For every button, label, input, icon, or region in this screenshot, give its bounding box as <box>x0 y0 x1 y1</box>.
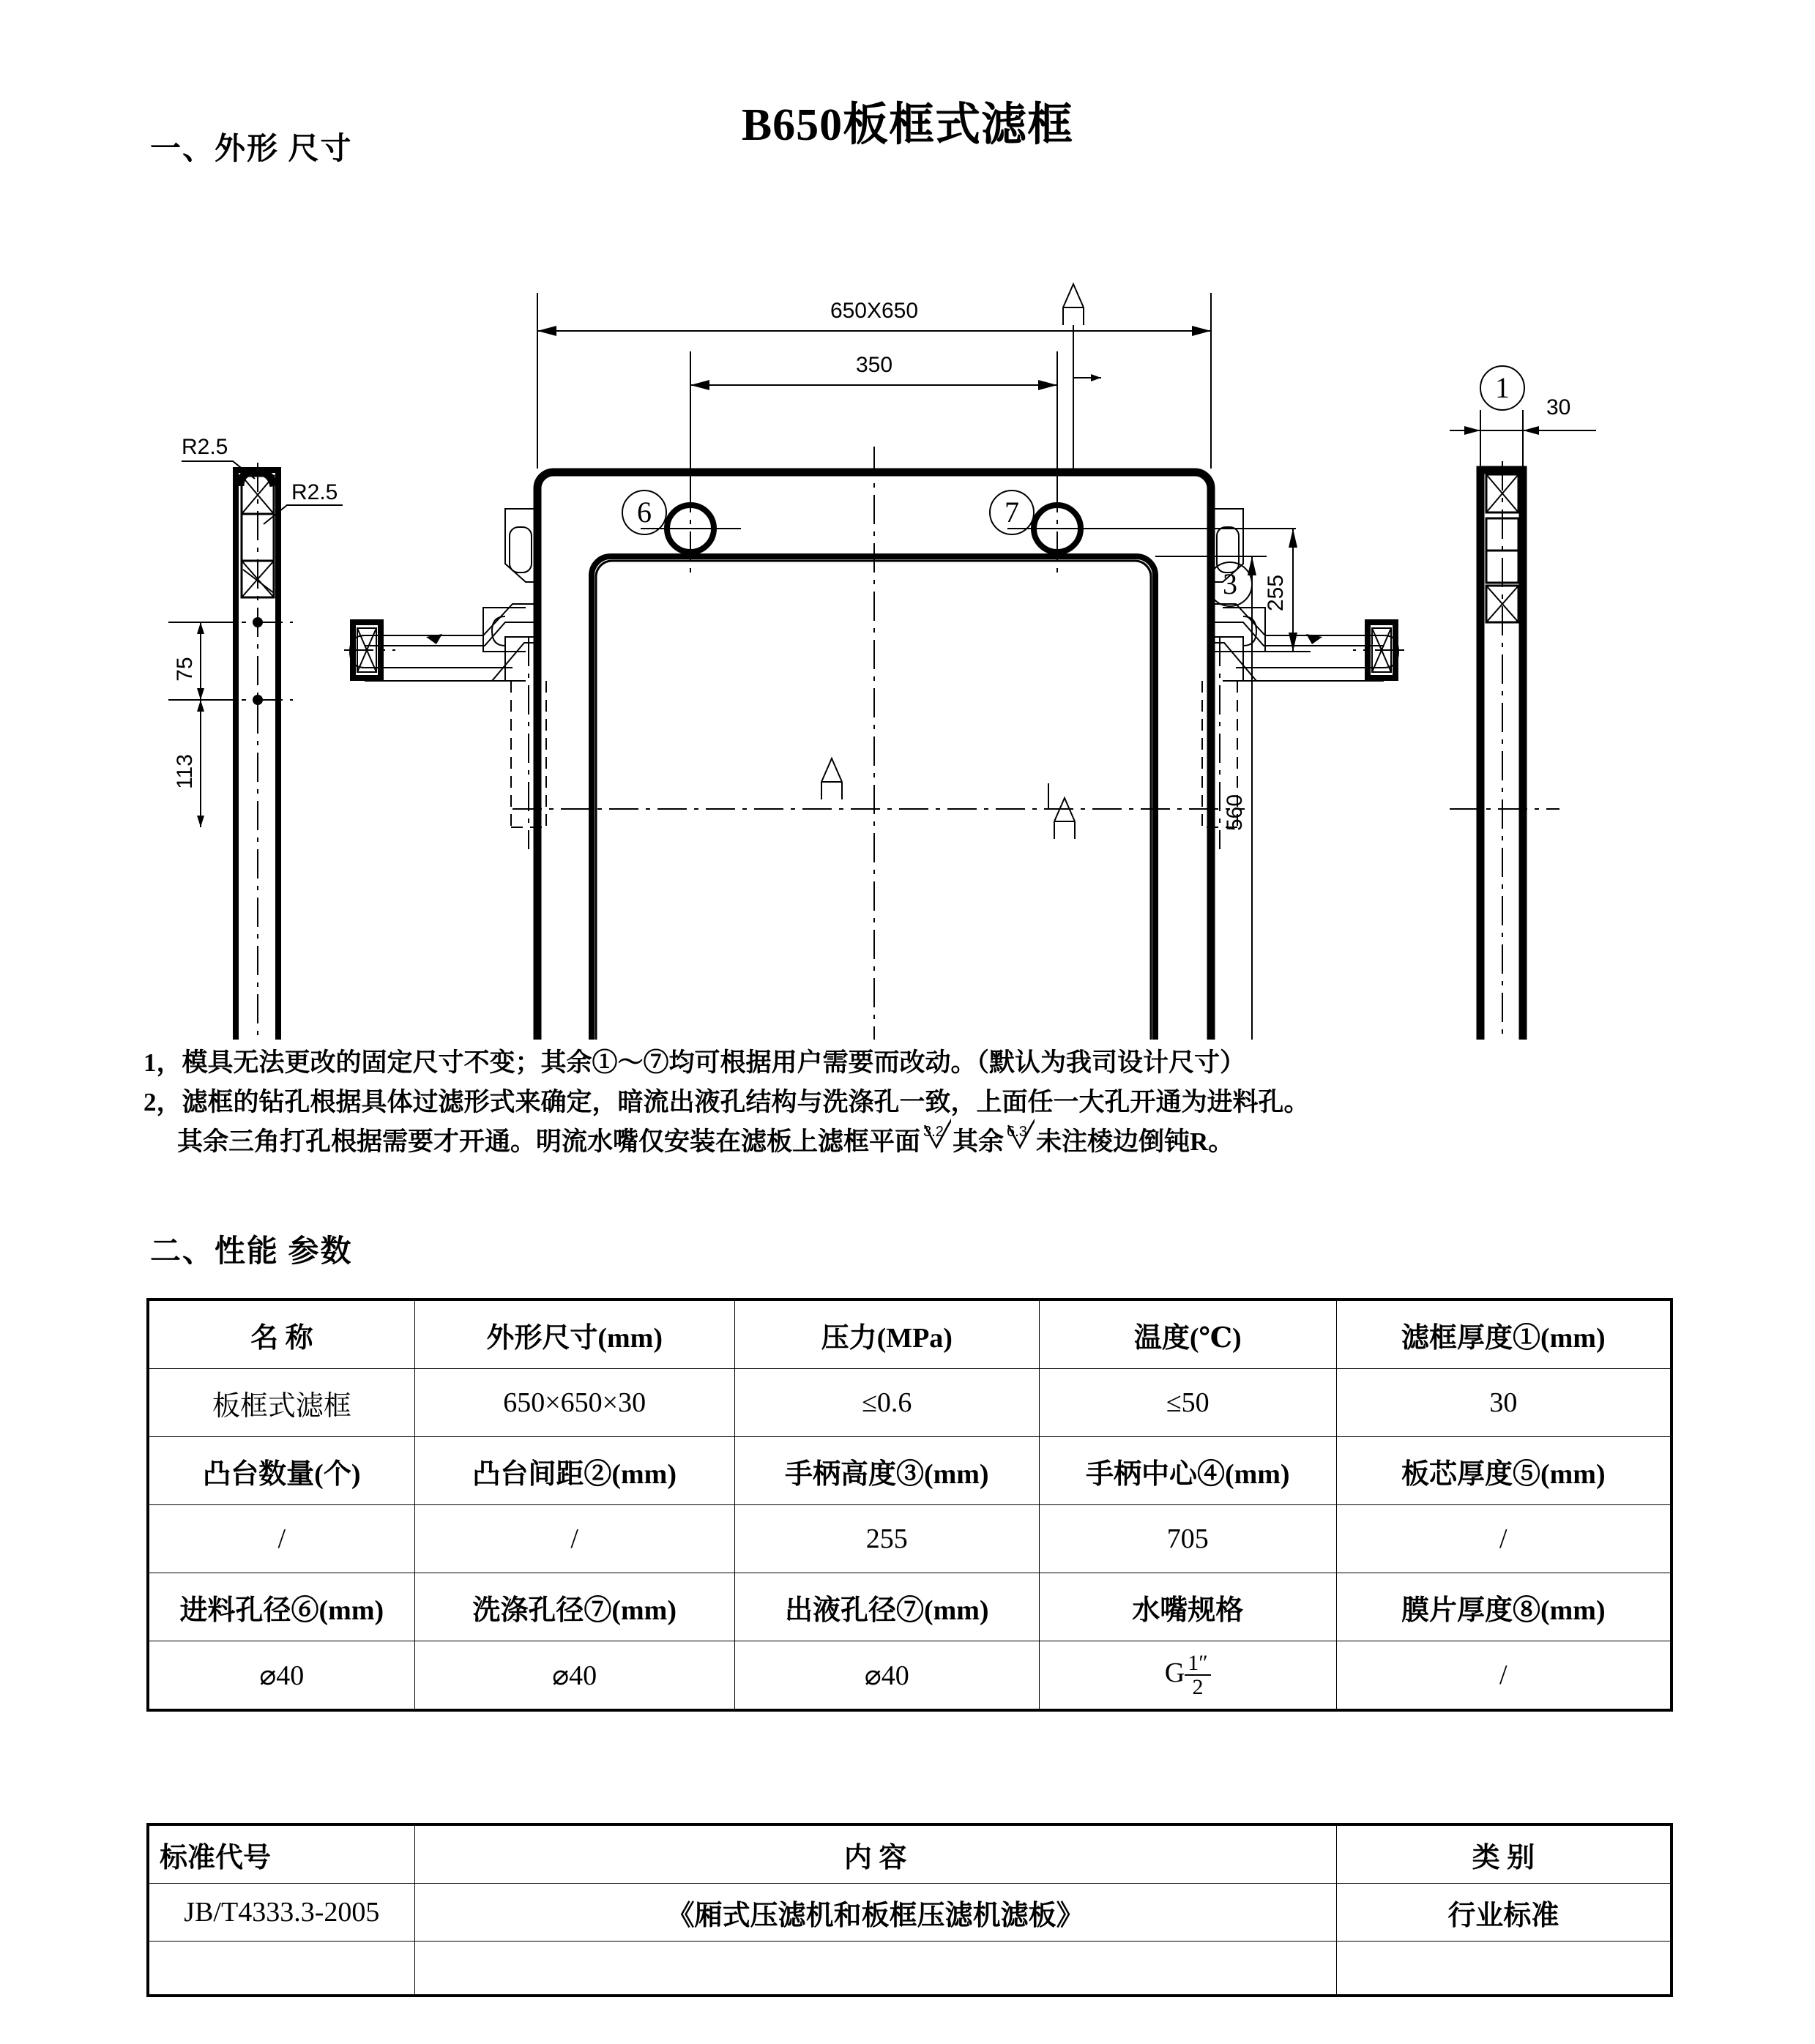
table-cell: 板框式滤框 <box>148 1369 414 1437</box>
note-2-text-c: 未注棱边倒钝R。 <box>1036 1127 1234 1156</box>
dim-handle-height-text: 255 <box>1264 574 1288 612</box>
nozzle-spec-denominator: 2 <box>1192 1675 1204 1699</box>
table-row <box>148 1942 1671 1996</box>
dim-thickness-text: 30 <box>1546 395 1571 419</box>
table-cell: 手柄中心④(mm) <box>1039 1437 1336 1505</box>
table-row <box>148 1437 1671 1505</box>
svg-text:1: 1 <box>1495 371 1510 404</box>
standard-header-content: 内 容 <box>414 1824 1336 1884</box>
table-cell: 705 <box>1039 1505 1336 1573</box>
roughness-value-2: 6.3 <box>1007 1124 1027 1140</box>
dim-inner-height-text: 560 <box>1223 794 1247 832</box>
dim-113-text: 113 <box>173 754 197 789</box>
dim-75-text: 75 <box>173 657 197 682</box>
table-cell: 压力(MPa) <box>734 1299 1039 1369</box>
note-2-line-2 <box>144 1122 1754 1162</box>
table-cell: ⌀40 <box>734 1641 1039 1711</box>
table-cell: ⌀40 <box>148 1641 414 1711</box>
section-mark-a-left <box>821 758 842 799</box>
table-cell: 进料孔径⑥(mm) <box>148 1573 414 1641</box>
table-cell: 255 <box>734 1505 1039 1573</box>
table-cell: 名 称 <box>148 1299 414 1369</box>
note-2-text-a: 其余三角打孔根据需要才开通。明流水嘴仅安装在滤板上滤框平面 <box>177 1127 921 1156</box>
table-cell: 手柄高度③(mm) <box>734 1437 1039 1505</box>
table-cell: 出液孔径⑦(mm) <box>734 1573 1039 1641</box>
roughness-symbol-6-3 <box>1005 1124 1035 1155</box>
dim-hole-pitch <box>690 351 1057 512</box>
standard-header-code: 标准代号 <box>148 1824 414 1884</box>
standard-header-category: 类 别 <box>1336 1824 1671 1884</box>
roughness-symbol-3-2 <box>922 1124 951 1155</box>
table-cell: ≤0.6 <box>734 1369 1039 1437</box>
table-row <box>148 1824 1671 1884</box>
table-row <box>148 1299 1671 1369</box>
table-cell: ≤50 <box>1039 1369 1336 1437</box>
svg-text:7: 7 <box>1005 496 1019 529</box>
table-cell: 膜片厚度⑧(mm) <box>1336 1573 1671 1641</box>
table-cell: 板芯厚度⑤(mm) <box>1336 1437 1671 1505</box>
front-view <box>344 284 1404 1040</box>
dim-hole-pitch-text: 350 <box>855 353 893 377</box>
standard-empty-cell-3 <box>1336 1942 1671 1996</box>
performance-parameter-table <box>146 1298 1673 1712</box>
section-mark-a-top <box>1063 284 1101 476</box>
standard-content-value: 《厢式压滤机和板框压滤机滤板》 <box>414 1884 1336 1942</box>
nozzle-spec-fraction <box>1185 1652 1211 1699</box>
right-section-view <box>1450 366 1596 1040</box>
balloon-1 <box>1480 366 1524 410</box>
note-1: 1，模具无法更改的固定尺寸不变；其余①～⑦均可根据用户需要而改动。（默认为我司设计尺寸） <box>144 1048 1246 1077</box>
table-row <box>148 1573 1671 1641</box>
table-cell: 650×650×30 <box>414 1369 734 1437</box>
standard-reference-table <box>146 1823 1673 1997</box>
notes-block <box>144 1043 1754 1162</box>
table-row <box>148 1369 1671 1437</box>
table-cell: / <box>148 1505 414 1573</box>
nozzle-spec-prefix: G <box>1164 1657 1185 1688</box>
standard-category-value: 行业标准 <box>1336 1884 1671 1942</box>
page-title: B650板框式滤框 <box>741 100 1074 150</box>
table-cell: ⌀40 <box>414 1641 734 1711</box>
table-cell: / <box>414 1505 734 1573</box>
table-cell: / <box>1336 1505 1671 1573</box>
note-2-text-b: 其余 <box>953 1127 1005 1156</box>
radius-note-2-text: R2.5 <box>291 480 338 504</box>
table-cell: 凸台数量(个) <box>148 1437 414 1505</box>
nozzle-spec-cell <box>1039 1641 1336 1711</box>
table-cell: 凸台间距②(mm) <box>414 1437 734 1505</box>
standard-code-value: JB/T4333.3-2005 <box>148 1884 414 1942</box>
table-row <box>148 1641 1671 1711</box>
table-row <box>148 1884 1671 1942</box>
nozzle-spec-numerator: 1″ <box>1185 1652 1211 1676</box>
table-cell: 30 <box>1336 1369 1671 1437</box>
note-2-line-1: 2，滤框的钻孔根据具体过滤形式来确定，暗流出液孔结构与洗涤孔一致，上面任一大孔开通为进料孔。 <box>144 1088 1310 1116</box>
roughness-value-1: 3.2 <box>923 1124 944 1140</box>
balloon-7-tr <box>990 491 1034 534</box>
dim-overall <box>537 293 1211 469</box>
svg-text:6: 6 <box>637 496 652 529</box>
standard-empty-cell-2 <box>414 1942 1336 1996</box>
table-row <box>148 1505 1671 1573</box>
dim-overall-text: 650X650 <box>830 299 919 323</box>
section-mark-a-right <box>1048 783 1075 839</box>
radius-note-1-text: R2.5 <box>182 435 228 459</box>
table-cell: 洗涤孔径⑦(mm) <box>414 1573 734 1641</box>
dim-thickness <box>1450 395 1596 470</box>
table-cell: 温度(℃) <box>1039 1299 1336 1369</box>
dim-handle-height <box>1208 529 1311 652</box>
section-1-heading: 一、外形 尺寸 <box>150 133 353 166</box>
table-cell: 水嘴规格 <box>1039 1573 1336 1641</box>
left-side-view <box>168 435 343 1040</box>
section-2-heading: 二、性能 参数 <box>150 1235 353 1269</box>
balloon-6 <box>622 491 666 534</box>
technical-drawing <box>0 168 1815 1040</box>
standard-empty-cell-1 <box>148 1942 414 1996</box>
table-cell: / <box>1336 1641 1671 1711</box>
handle-left <box>344 509 546 849</box>
table-cell: 外形尺寸(mm) <box>414 1299 734 1369</box>
table-cell: 滤框厚度①(mm) <box>1336 1299 1671 1369</box>
svg-text:3: 3 <box>1223 567 1237 600</box>
